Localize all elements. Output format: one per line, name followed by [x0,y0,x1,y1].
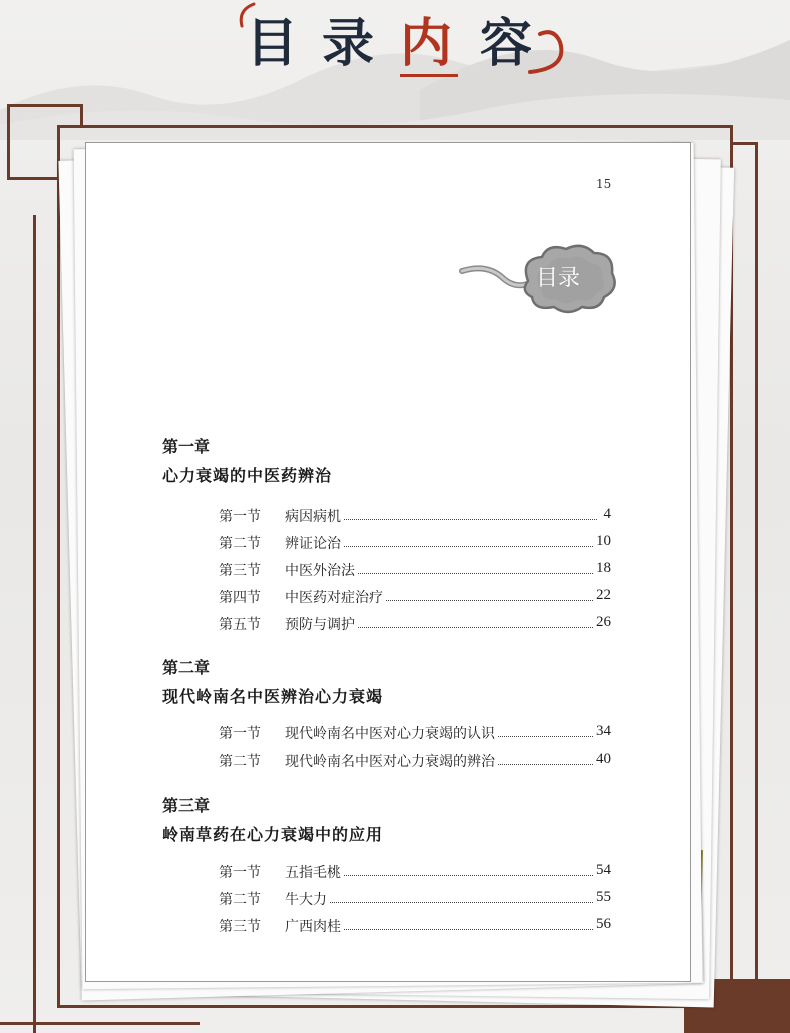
page-ref: 54 [596,862,611,878]
header-title [0,8,790,78]
section-number: 第一节 [219,865,261,881]
toc-entry[interactable] [219,587,611,607]
page-ref: 40 [596,751,611,767]
section-title: 牛大力 [285,889,329,909]
section-number: 第一节 [219,509,261,525]
chapter-number: 第三章 [162,796,211,815]
page-ref: 26 [596,614,611,630]
header-char-1: 目 [246,14,299,74]
leader-dots [285,902,597,903]
toc-entry[interactable] [219,751,611,771]
section-number: 第一节 [219,726,261,742]
section-title: 辨证论治 [285,533,343,553]
section-number: 第五节 [219,617,261,633]
red-flourish-decoration [236,0,266,30]
toc-entry[interactable] [219,889,611,909]
page-ref: 56 [596,916,611,932]
chapter-number: 第二章 [162,658,211,677]
toc-entry[interactable] [219,560,611,580]
section-title: 中医外治法 [285,560,357,580]
section-title: 预防与调护 [285,614,357,634]
section-number: 第二节 [219,892,261,908]
section-title: 中医药对症治疗 [285,587,385,607]
page-ref: 22 [596,587,611,603]
toc-entry[interactable] [219,862,611,882]
cloud-label: 目录 [535,266,580,291]
header-char-4: 容 [480,14,533,74]
frame-corner-left [7,104,10,180]
frame-corner-right [80,104,83,126]
section-number: 第四节 [219,590,261,606]
section-title: 现代岭南名中医对心力衰竭的认识 [285,723,497,743]
toc-page [85,142,691,982]
page-ref: 10 [596,533,611,549]
section-title: 现代岭南名中医对心力衰竭的辨治 [285,751,497,771]
section-number: 第三节 [219,563,261,579]
section-title: 五指毛桃 [285,862,343,882]
chapter-title: 岭南草药在心力衰竭中的应用 [162,825,384,844]
toc-entry[interactable] [219,533,611,553]
page-ref: 18 [596,560,611,576]
toc-entry[interactable] [219,723,611,743]
section-title: 病因病机 [285,506,343,526]
frame-right-line [755,142,758,1033]
frame-left-line [33,215,36,1033]
toc-list [86,143,692,983]
frame-bottom-line [0,1022,200,1025]
red-swirl-decoration [520,20,570,80]
toc-entry[interactable] [219,614,611,634]
page-ref: 34 [596,723,611,739]
page-ref: 4 [603,506,611,522]
frame-corner-bottom [7,177,59,180]
chapter-title: 现代岭南名中医辨治心力衰竭 [162,687,384,706]
toc-entry[interactable] [219,506,611,526]
toc-entry[interactable] [219,916,611,936]
header-char-3: 内 [400,14,453,74]
frame-right-tick [730,142,758,145]
header-char-2: 录 [322,14,375,74]
section-number: 第三节 [219,919,261,935]
page-number: 15 [596,177,612,191]
page-ref: 55 [596,889,611,905]
section-number: 第二节 [219,536,261,552]
section-number: 第二节 [219,754,261,770]
chapter-number: 第一章 [162,437,211,456]
title-underline [400,74,458,77]
chapter-title: 心力衰竭的中医药辨治 [162,466,333,485]
section-title: 广西肉桂 [285,916,343,936]
frame-corner-top [7,104,83,107]
